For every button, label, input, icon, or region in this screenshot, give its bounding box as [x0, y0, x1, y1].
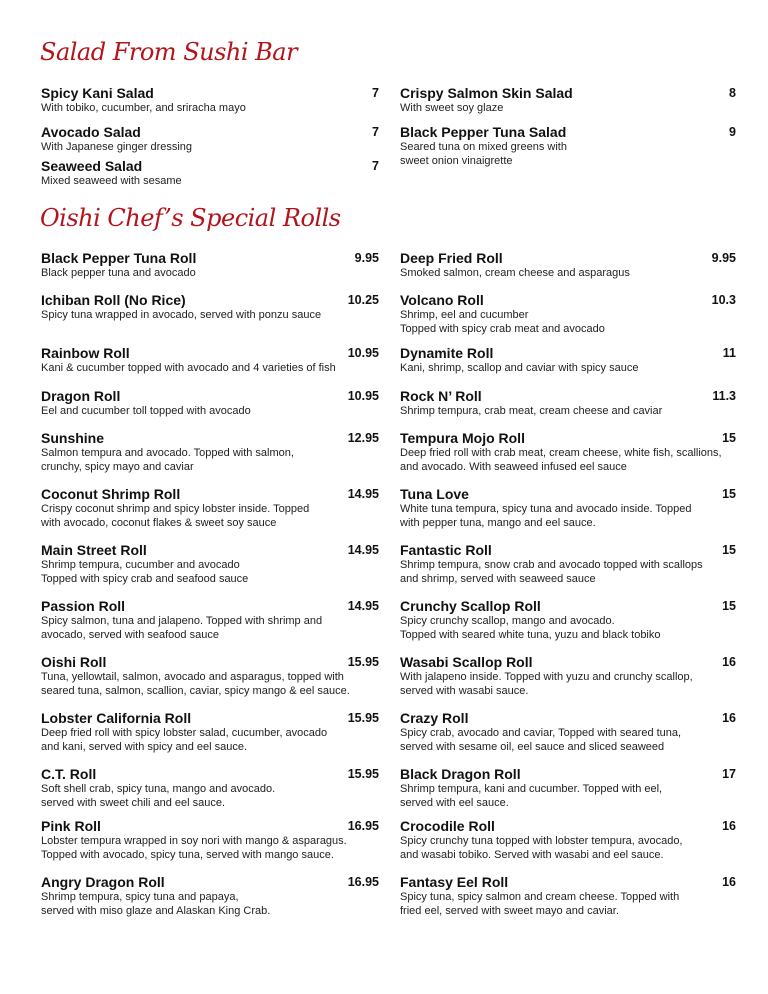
item-description: Tuna, yellowtail, salmon, avocado and asparagus, topped with seared tuna, salmon, scallion, caviar, spicy mango & eel sauce. — [41, 671, 350, 697]
menu-item — [400, 388, 736, 418]
item-name: Tempura Mojo Roll — [400, 430, 525, 446]
menu-item — [400, 654, 736, 698]
item-name: Seaweed Salad — [41, 158, 143, 174]
item-price: 8 — [729, 86, 736, 100]
item-name: Coconut Shrimp Roll — [41, 486, 181, 502]
menu-item — [41, 542, 379, 586]
item-description: Spicy tuna wrapped in avocado, served with ponzu sauce — [41, 309, 322, 321]
item-description: Spicy crunchy scallop, mango and avocado. Topped with seared white tuna, yuzu and black tobiko — [400, 615, 661, 641]
item-description: Spicy tuna, spicy salmon and cream cheese. Topped with fried eel, served with sweet mayo and caviar. — [400, 891, 680, 917]
menu-item — [41, 874, 379, 918]
menu-item — [41, 430, 379, 474]
item-name: Main Street Roll — [41, 542, 147, 558]
item-description: Kani, shrimp, scallop and caviar with spicy sauce — [400, 362, 639, 374]
item-price: 16.95 — [347, 875, 379, 889]
item-price: 10.3 — [711, 293, 736, 307]
item-name: Dynamite Roll — [400, 345, 494, 361]
item-price: 15 — [722, 431, 736, 445]
item-name: Wasabi Scallop Roll — [400, 654, 533, 670]
item-name: Dragon Roll — [41, 388, 121, 404]
menu-item — [400, 345, 736, 375]
item-price: 14.95 — [347, 599, 379, 613]
item-price: 15.95 — [347, 655, 379, 669]
item-description: Soft shell crab, spicy tuna, mango and avocado. served with sweet chili and eel sauce. — [41, 783, 276, 809]
item-description: Shrimp tempura, crab meat, cream cheese and caviar — [400, 405, 663, 417]
menu-item — [400, 124, 736, 168]
item-description: Crispy coconut shrimp and spicy lobster inside. Topped with avocado, coconut flakes & sweet soy sauce — [41, 503, 310, 529]
menu-item — [41, 710, 379, 754]
item-description: Spicy crunchy tuna topped with lobster tempura, avocado, and wasabi tobiko. Served with wasabi and eel sauce. — [400, 835, 683, 861]
item-name: Crazy Roll — [400, 710, 469, 726]
item-description: Salmon tempura and avocado. Topped with salmon, crunchy, spicy mayo and caviar — [41, 447, 294, 473]
item-name: Passion Roll — [41, 598, 126, 614]
menu-item — [400, 486, 736, 530]
item-price: 7 — [372, 125, 379, 139]
item-price: 12.95 — [347, 431, 379, 445]
item-description: With sweet soy glaze — [400, 102, 504, 114]
item-description: Lobster tempura wrapped in soy nori with mango & asparagus. Topped with avocado, spicy tuna, served with mango sauce. — [41, 835, 347, 861]
item-price: 7 — [372, 159, 379, 173]
item-price: 14.95 — [347, 487, 379, 501]
item-description: Spicy crab, avocado and caviar, Topped with seared tuna, served with sesame oil, eel sauce and sliced seaweed — [400, 727, 682, 753]
menu-item — [41, 486, 379, 530]
menu-item — [41, 766, 379, 810]
item-description: Eel and cucumber toll topped with avocado — [41, 405, 251, 417]
item-description: With jalapeno inside. Topped with yuzu and crunchy scallop, served with wasabi sauce. — [400, 671, 693, 697]
item-price: 15.95 — [347, 711, 379, 725]
item-description: Spicy salmon, tuna and jalapeno. Topped with shrimp and avocado, served with seafood sauce — [41, 615, 323, 641]
item-name: Pink Roll — [41, 818, 101, 834]
salad-section-title: Salad From Sushi Bar — [40, 38, 298, 66]
menu-item — [41, 85, 379, 115]
item-description: Smoked salmon, cream cheese and asparagus — [400, 267, 630, 279]
item-price: 16 — [722, 875, 736, 889]
item-description: With tobiko, cucumber, and sriracha mayo — [41, 102, 246, 114]
item-name: Ichiban Roll (No Rice) — [41, 292, 186, 308]
item-price: 9.95 — [711, 251, 736, 265]
item-name: Black Dragon Roll — [400, 766, 521, 782]
item-price: 10.95 — [347, 346, 379, 360]
menu-item — [41, 158, 379, 188]
item-name: Fantastic Roll — [400, 542, 492, 558]
item-price: 7 — [372, 86, 379, 100]
item-price: 16.95 — [347, 819, 379, 833]
item-name: Rock N’ Roll — [400, 388, 482, 404]
item-description: Deep fried roll with crab meat, cream cheese, white fish, scallions, and avocado. With seaweed infused eel sauce — [400, 447, 722, 473]
item-description: With Japanese ginger dressing — [41, 141, 193, 153]
menu-item — [400, 292, 736, 336]
menu-item — [400, 430, 736, 474]
item-price: 15 — [722, 599, 736, 613]
item-description: Black pepper tuna and avocado — [41, 267, 196, 279]
item-price: 11.3 — [712, 389, 736, 403]
item-name: Crocodile Roll — [400, 818, 495, 834]
item-price: 16 — [722, 711, 736, 725]
item-name: Black Pepper Tuna Roll — [41, 250, 197, 266]
item-price: 15 — [722, 487, 736, 501]
menu-item — [41, 345, 379, 375]
item-price: 15.95 — [347, 767, 379, 781]
item-name: Avocado Salad — [41, 124, 141, 140]
item-name: Spicy Kani Salad — [41, 85, 154, 101]
item-price: 11 — [722, 346, 736, 360]
item-name: Tuna Love — [400, 486, 469, 502]
item-name: Sunshine — [41, 430, 105, 446]
item-price: 9 — [729, 125, 736, 139]
menu-item — [400, 542, 736, 586]
item-name: C.T. Roll — [41, 766, 97, 782]
item-name: Black Pepper Tuna Salad — [400, 124, 567, 140]
item-name: Lobster California Roll — [41, 710, 192, 726]
item-description: White tuna tempura, spicy tuna and avocado inside. Topped with pepper tuna, mango and eel sauce. — [400, 503, 692, 529]
item-name: Fantasy Eel Roll — [400, 874, 509, 890]
menu-item — [41, 250, 379, 280]
item-name: Rainbow Roll — [41, 345, 130, 361]
item-description: Shrimp, eel and cucumber Topped with spicy crab meat and avocado — [400, 309, 605, 335]
menu-item — [400, 250, 736, 280]
item-price: 17 — [722, 767, 736, 781]
menu-item — [41, 388, 379, 418]
menu-item — [400, 710, 736, 754]
menu-item — [41, 598, 379, 642]
item-description: Kani & cucumber topped with avocado and 4 varieties of fish — [41, 362, 336, 374]
menu-item — [400, 818, 736, 862]
item-price: 9.95 — [354, 251, 379, 265]
item-description: Shrimp tempura, cucumber and avocado Topped with spicy crab and seafood sauce — [41, 559, 249, 585]
item-description: Deep fried roll with spicy lobster salad, cucumber, avocado and kani, served with spicy and eel sauce. — [41, 727, 328, 753]
rolls-section-title: Oishi Chef’s Special Rolls — [40, 204, 341, 232]
menu-item — [41, 124, 379, 154]
item-name: Angry Dragon Roll — [41, 874, 165, 890]
item-price: 16 — [722, 819, 736, 833]
menu-item — [400, 85, 736, 115]
menu-item — [41, 654, 379, 698]
item-name: Crunchy Scallop Roll — [400, 598, 541, 614]
item-description: Shrimp tempura, spicy tuna and papaya, served with miso glaze and Alaskan King Crab. — [41, 891, 271, 917]
menu-item — [41, 818, 379, 862]
menu-item — [400, 598, 736, 642]
item-price: 10.25 — [347, 293, 379, 307]
item-description: Shrimp tempura, snow crab and avocado topped with scallops and shrimp, served with seaweed sauce — [400, 559, 703, 585]
menu-item — [400, 874, 736, 918]
item-price: 16 — [722, 655, 736, 669]
menu-item — [400, 766, 736, 810]
item-price: 15 — [722, 543, 736, 557]
item-price: 14.95 — [347, 543, 379, 557]
item-name: Deep Fried Roll — [400, 250, 503, 266]
menu-item — [41, 292, 379, 322]
item-description: Mixed seaweed with sesame — [41, 175, 182, 187]
item-price: 10.95 — [347, 389, 379, 403]
item-name: Volcano Roll — [400, 292, 484, 308]
item-name: Crispy Salmon Skin Salad — [400, 85, 573, 101]
item-description: Shrimp tempura, kani and cucumber. Topped with eel, served with eel sauce. — [400, 783, 663, 809]
item-name: Oishi Roll — [41, 654, 107, 670]
item-description: Seared tuna on mixed greens with sweet onion vinaigrette — [400, 141, 567, 167]
